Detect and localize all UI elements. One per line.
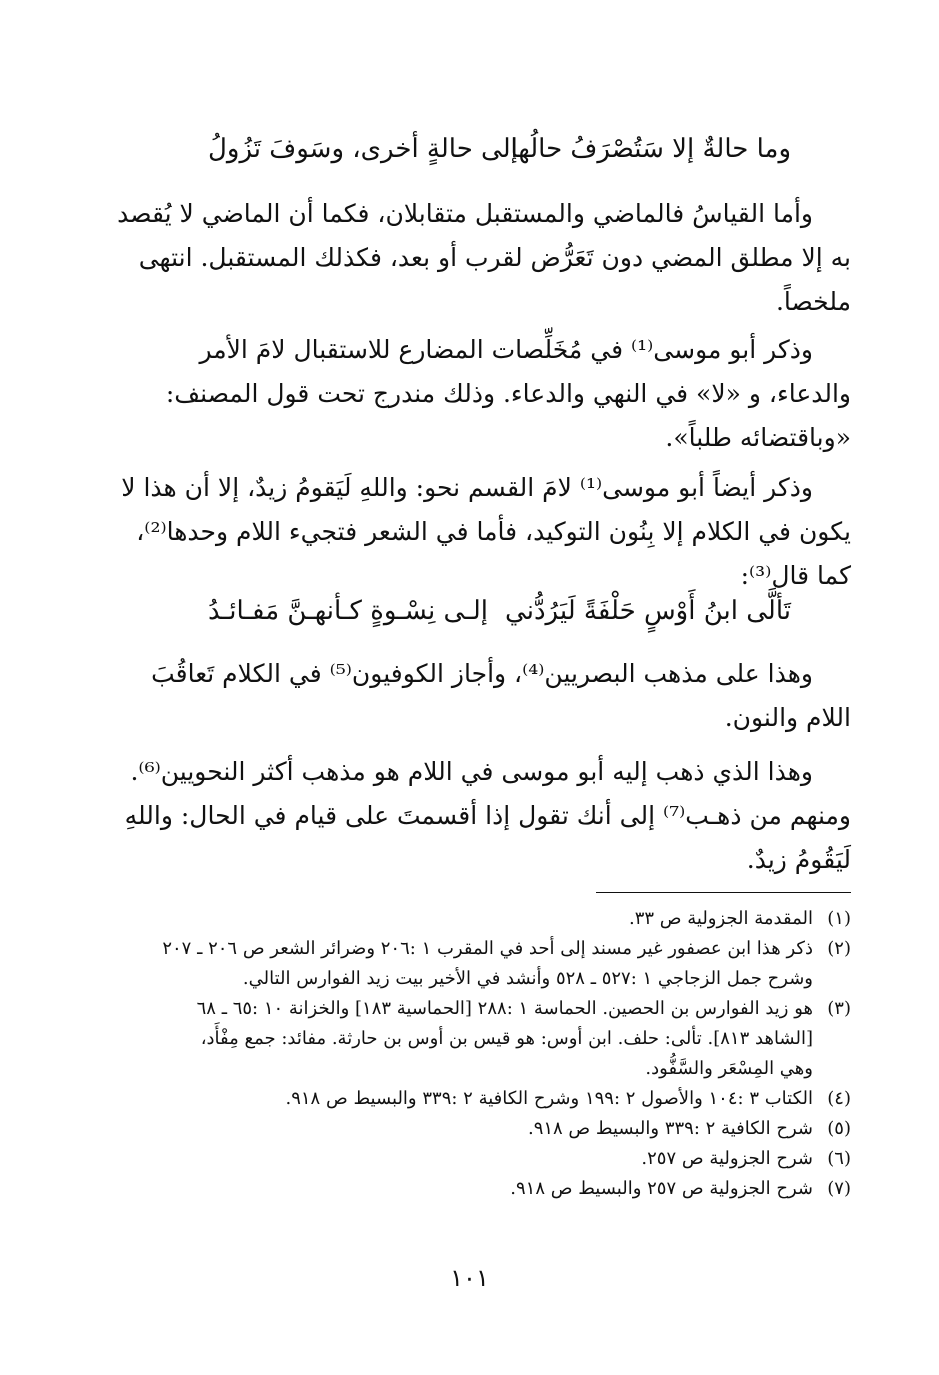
footnote-1 xyxy=(81,904,851,934)
footnote-number: (٢) xyxy=(827,938,851,959)
footnote-4 xyxy=(81,1084,851,1114)
footnote-text: هو زيد الفوارس بن الحصين. الحماسة ١ :٢٨٨ [الحماسية ١٨٣] والخزانة ١٠ :٦٥ ـ ٦٨ xyxy=(196,998,813,1019)
paragraph-4 xyxy=(86,652,851,740)
footnote-text: الكتاب ٣ :١٠٤ والأصول ٢ :١٩٩ وشرح الكافية ٢ :٣٣٩ والبسيط ص ٩١٨. xyxy=(285,1088,813,1109)
paragraph-2-line: وذكر أبو موسى⁽¹⁾ في مُخَلِّصات المضارع للاستقبال لامَ الأمر xyxy=(199,335,813,364)
paragraph-3 xyxy=(86,466,851,598)
footnote-3-continued: [الشاهد ٨١٣]. تألى: حلف. ابن أوس: هو قيس بن أوس بن حارثة. مفائد: جمع مِفْأَد، xyxy=(200,1028,813,1049)
footnote-2 xyxy=(81,934,851,964)
verse2-hemistich-right: تَألَّى ابنُ أَوْسٍ حَلْفَةً لَيَرُدُّني xyxy=(505,596,791,626)
paragraph-5-line: لَيَقُومُ زيدٌ. xyxy=(746,845,851,874)
paragraph-4-line: اللام والنون. xyxy=(724,703,851,732)
footnote-text: شرح الكافية ٢ :٣٣٩ والبسيط ص ٩١٨. xyxy=(527,1118,813,1139)
paragraph-5-line: وهذا الذي ذهب إليه أبو موسى في اللام هو مذهب أكثر النحويين⁽⁶⁾. xyxy=(130,757,813,786)
paragraph-1 xyxy=(86,192,851,324)
paragraph-5 xyxy=(86,750,851,882)
paragraph-1-line: به إلا مطلق المضي دون تَعَرُّض لقرب أو بعد، فكذلك المستقبل. انتهى xyxy=(138,243,851,272)
footnote-number: (١) xyxy=(827,908,851,929)
paragraph-3-line: وذكر أيضاً أبو موسى⁽¹⁾ لامَ القسم نحو: واللهِ لَيَقومُ زيدٌ، إلا أن هذا لا xyxy=(121,473,813,502)
paragraph-4-line: وهذا على مذهب البصريين⁽⁴⁾، وأجاز الكوفيون⁽⁵⁾ في الكلام تَعاقُبَ xyxy=(151,659,813,688)
page-number: ١٠١ xyxy=(450,1264,489,1292)
footnote-text: ذكر هذا ابن عصفور غير مسند إلى أحد في المقرب ١ :٢٠٦ وضرائر الشعر ص ٢٠٦ ـ ٢٠٧ xyxy=(162,938,813,959)
verse1-hemistich-right: وما حالةٌ إلا سَتُصْرَفُ حالُها xyxy=(510,134,791,164)
footnote-text: شرح الجزولية ص ٢٥٧ والبسيط ص ٩١٨. xyxy=(510,1178,813,1199)
footnote-separator xyxy=(596,892,851,893)
paragraph-2 xyxy=(86,328,851,460)
paragraph-1-line: وأما القياسُ فالماضي والمستقبل متقابلان، فكما أن الماضي لا يُقصد xyxy=(117,199,813,228)
verse1-hemistich-left: إلى حالةٍ أخرى، وسَوفَ تَزُولُ xyxy=(208,134,518,164)
footnote-number: (٧) xyxy=(827,1178,851,1199)
footnote-number: (٤) xyxy=(827,1088,851,1109)
footnote-2-continued: وشرح جمل الزجاجي ١ :٥٢٧ ـ ٥٢٨ وأنشد في الأخير بيت زيد الفوارس التالي. xyxy=(242,968,813,989)
footnote-number: (٦) xyxy=(827,1148,851,1169)
footnote-number: (٥) xyxy=(827,1118,851,1139)
footnote-3-continued: وهي المِسْعَر والسَّفُّود. xyxy=(645,1058,813,1079)
footnote-text: شرح الجزولية ص ٢٥٧. xyxy=(641,1148,813,1169)
paragraph-3-line: كما قال⁽³⁾: xyxy=(740,561,851,590)
footnote-7 xyxy=(81,1174,851,1204)
verse2-hemistich-left: إلـى نِسْـوةٍ كـأنهـنَّ مَفـائـدُ xyxy=(208,596,488,626)
footnote-6 xyxy=(81,1144,851,1174)
paragraph-2-line: «وباقتضائه طلباً». xyxy=(665,423,851,452)
paragraph-5-line: ومنهم من ذهـب⁽⁷⁾ إلى أنك تقول إذا أقسمتَ على قيام في الحال: واللهِ xyxy=(124,801,851,830)
footnotes xyxy=(81,904,851,1204)
paragraph-1-line: ملخصاً. xyxy=(775,287,851,316)
footnote-5 xyxy=(81,1114,851,1144)
footnote-3 xyxy=(81,994,851,1024)
paragraph-3-line: يكون في الكلام إلا بِنُون التوكيد، فأما في الشعر فتجيء اللام وحدها⁽²⁾، xyxy=(136,517,851,546)
footnote-text: المقدمة الجزولية ص ٣٣. xyxy=(628,908,813,929)
footnote-number: (٣) xyxy=(827,998,851,1019)
paragraph-2-line: والدعاء، و «لا» في النهي والدعاء. وذلك مندرج تحت قول المصنف: xyxy=(165,379,851,408)
